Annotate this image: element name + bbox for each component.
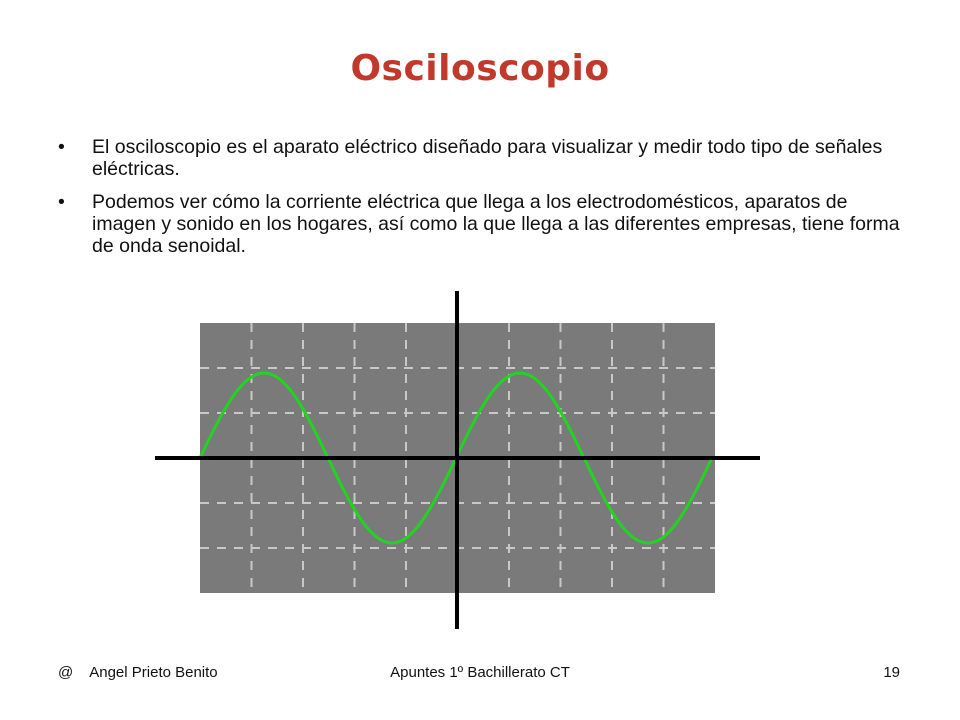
bullet-list: [58, 136, 908, 268]
slide-title: Osciloscopio: [350, 48, 610, 89]
bullet-text: Podemos ver cómo la corriente eléctrica que llega a los electrodomésticos, aparatos de imagen y sonido en los hogares, así como la que llega a las diferentes empresas, tiene forma de onda senoidal.: [92, 191, 900, 257]
bullet-marker: •: [58, 136, 65, 158]
page-number: 19: [883, 664, 900, 681]
at-symbol: @: [58, 664, 74, 681]
bullet-text: El osciloscopio es el aparato eléctrico diseñado para visualizar y medir todo tipo de señales eléctricas.: [92, 136, 883, 180]
bullet-marker: •: [58, 191, 65, 213]
author-name: Angel Prieto Benito: [89, 664, 218, 681]
bullet-item: [58, 191, 908, 257]
bullet-item: [58, 136, 908, 180]
footer-course: Apuntes 1º Bachillerato CT: [390, 664, 570, 681]
oscilloscope-illustration: [150, 288, 765, 633]
